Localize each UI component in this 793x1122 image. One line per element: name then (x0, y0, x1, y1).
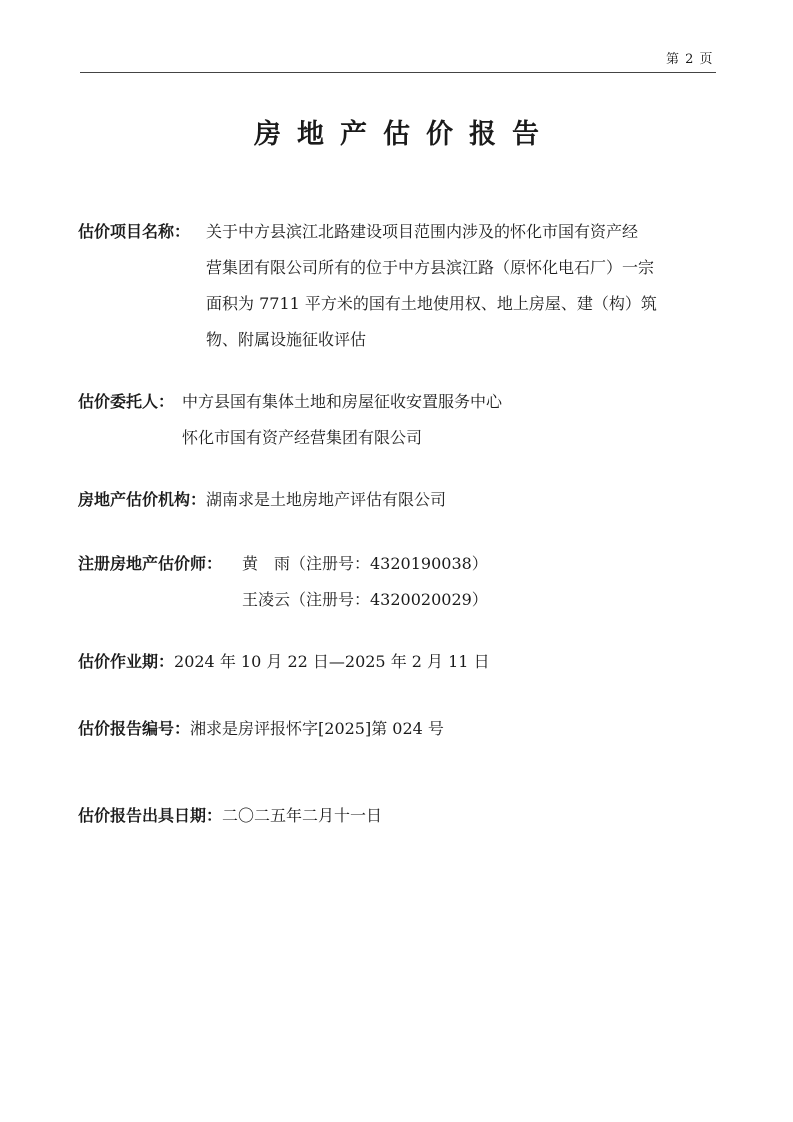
project-name-label: 估价项目名称： (78, 222, 191, 241)
report-no-row (78, 711, 444, 747)
project-name-line: 营集团有限公司所有的位于中方县滨江路（原怀化电石厂）一宗 (206, 258, 655, 277)
period-row (78, 644, 490, 680)
project-name-continued (206, 250, 657, 358)
issue-date-label: 估价报告出具日期： (78, 806, 223, 825)
project-name-line: 面积为 7711 平方米的国有土地使用权、地上房屋、建（构）筑 (206, 294, 657, 313)
appraisers-label: 注册房地产估价师： (78, 554, 223, 573)
agency-value: 湖南求是土地房地产评估有限公司 (206, 490, 447, 509)
report-no-label: 估价报告编号： (78, 719, 191, 738)
appraisers-value (242, 546, 488, 618)
page-number: 第 2 页 (666, 52, 714, 67)
client-line: 中方县国有集体土地和房屋征收安置服务中心 (182, 392, 503, 411)
agency-row (78, 482, 446, 518)
issue-date-row (78, 798, 382, 834)
period-value: 2024 年 10 月 22 日—2025 年 2 月 11 日 (174, 652, 490, 671)
client-label: 估价委托人： (78, 392, 175, 411)
appraiser-line: 王凌云（注册号：4320020029） (242, 590, 488, 609)
issue-date-value: 二〇二五年二月十一日 (222, 806, 383, 825)
report-title: 房地产估价报告 (254, 119, 555, 150)
client-line: 怀化市国有资产经营集团有限公司 (182, 428, 423, 447)
period-label: 估价作业期： (78, 652, 175, 671)
client-value (182, 384, 502, 456)
appraiser-line: 黄 雨（注册号：4320190038） (242, 554, 488, 573)
project-name-value (206, 214, 638, 250)
project-name-line: 物、附属设施征收评估 (206, 330, 367, 349)
agency-label: 房地产估价机构： (78, 490, 207, 509)
project-name-line: 关于中方县滨江北路建设项目范围内涉及的怀化市国有资产经 (206, 222, 639, 241)
report-no-value: 湘求是房评报怀字[2025]第 024 号 (190, 719, 444, 738)
header-rule (80, 72, 716, 73)
